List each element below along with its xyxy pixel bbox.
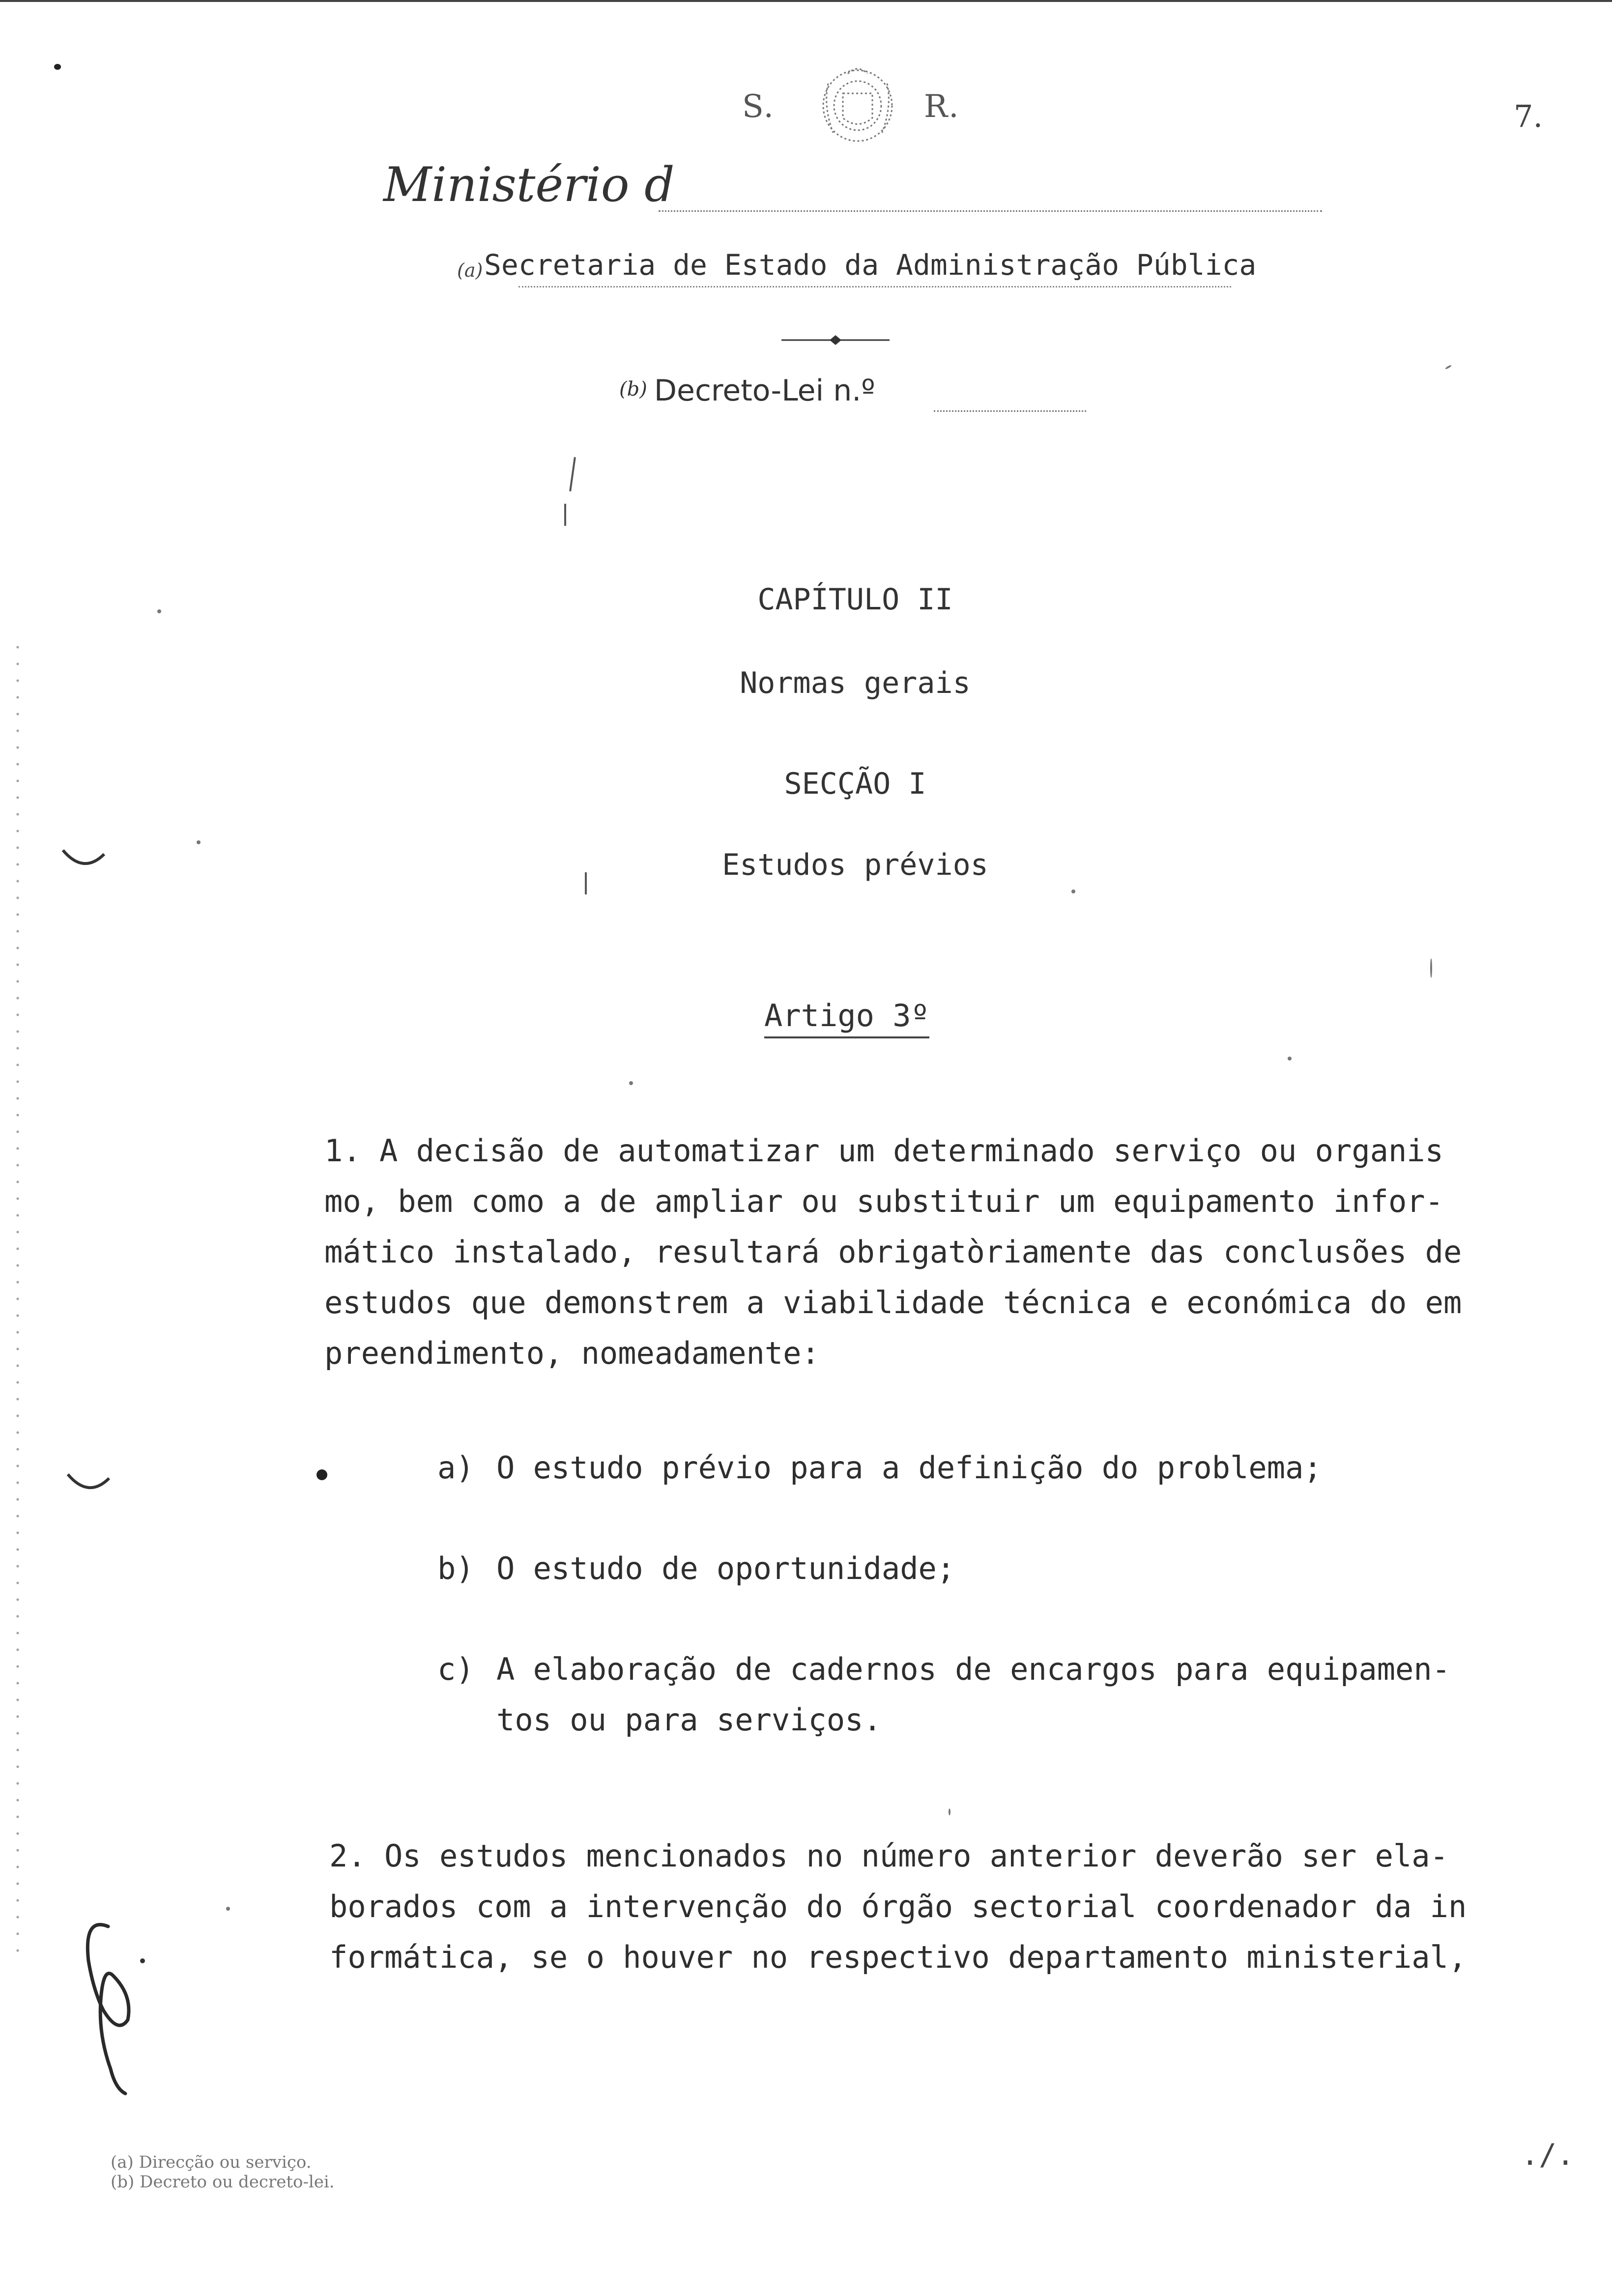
paragraph-line: 2. Os estudos mencionados no número anterior deverão ser ela- xyxy=(329,1838,1448,1874)
article-title: Artigo 3º xyxy=(764,998,929,1038)
chapter-subtitle: Normas gerais xyxy=(740,666,971,700)
scan-speck xyxy=(1445,365,1452,370)
decreto-fill-line xyxy=(934,410,1086,412)
pen-stroke xyxy=(564,504,566,526)
ornament-divider xyxy=(781,334,890,346)
scan-speck xyxy=(629,1081,633,1085)
secretaria-heading: Secretaria de Estado da Administração Pública xyxy=(484,248,1257,282)
footnote-mark-a: (a) xyxy=(457,259,483,281)
punch-hole-arc xyxy=(64,1469,113,1499)
paragraph-line: formática, se o houver no respectivo departamento ministerial, xyxy=(329,1939,1467,1975)
binding-hole-marks xyxy=(15,639,21,1966)
item-c-letter: c) xyxy=(437,1651,474,1687)
paragraph-line: estudos que demonstrem a viabilidade técnica e económica do em xyxy=(324,1285,1462,1320)
scan-speck xyxy=(54,64,61,70)
scan-speck xyxy=(157,609,161,613)
paragraph-line: 1. A decisão de automatizar um determinado serviço ou organis xyxy=(324,1133,1443,1169)
ministerio-heading: Ministério d xyxy=(383,157,675,212)
footnote-a: (a) Direcção ou serviço. xyxy=(111,2152,312,2172)
paragraph-line: preendimento, nomeadamente: xyxy=(324,1335,820,1371)
scan-speck xyxy=(949,1808,950,1815)
scan-speck xyxy=(1288,1057,1292,1061)
item-b-text: O estudo de oportunidade; xyxy=(496,1550,955,1586)
decreto-label: Decreto-Lei n.º xyxy=(654,373,875,408)
footnote-b: (b) Decreto ou decreto-lei. xyxy=(111,2172,335,2192)
pen-stroke xyxy=(569,457,576,491)
secretaria-fill-line xyxy=(518,286,1231,287)
footnote-mark-b: (b) xyxy=(619,378,647,401)
scan-speck xyxy=(197,840,201,844)
bullet-mark xyxy=(317,1469,327,1480)
item-c-text-line1: A elaboração de cadernos de encargos para equipamen- xyxy=(496,1651,1451,1687)
paragraph-line: borados com a intervenção do órgão sectorial coordenador da in xyxy=(329,1889,1467,1924)
section-subtitle: Estudos prévios xyxy=(722,848,988,882)
paragraph-1 xyxy=(324,1125,1563,1378)
continuation-mark: ./. xyxy=(1521,2138,1575,2172)
punch-hole-arc xyxy=(59,845,108,875)
top-border-line xyxy=(0,0,1612,2)
item-a-letter: a) xyxy=(437,1450,474,1486)
item-a-text: O estudo prévio para a definição do problema; xyxy=(496,1450,1322,1486)
scan-speck xyxy=(1430,958,1432,978)
decreto-heading xyxy=(619,373,875,408)
chapter-title: CAPÍTULO II xyxy=(757,582,953,617)
item-c-text-line2: tos ou para serviços. xyxy=(496,1702,882,1738)
handwritten-signature xyxy=(74,1907,152,2103)
footnotes xyxy=(111,2152,335,2192)
section-title: SECÇÃO I xyxy=(784,767,926,801)
ministerio-fill-line xyxy=(659,210,1322,212)
republic-seal xyxy=(727,59,1003,157)
item-b-letter: b) xyxy=(437,1550,474,1586)
page-number: 7. xyxy=(1514,98,1543,134)
paragraph-line: mo, bem como a de ampliar ou substituir um equipamento infor- xyxy=(324,1183,1443,1219)
seal-letter-r: R. xyxy=(924,88,960,125)
scan-speck xyxy=(226,1907,230,1911)
coat-of-arms-icon xyxy=(813,64,902,147)
seal-letter-s: S. xyxy=(742,88,775,125)
paragraph-line: mático instalado, resultará obrigatòriamente das conclusões de xyxy=(324,1234,1462,1270)
scan-speck xyxy=(1071,890,1075,893)
paragraph-2 xyxy=(329,1831,1568,1982)
